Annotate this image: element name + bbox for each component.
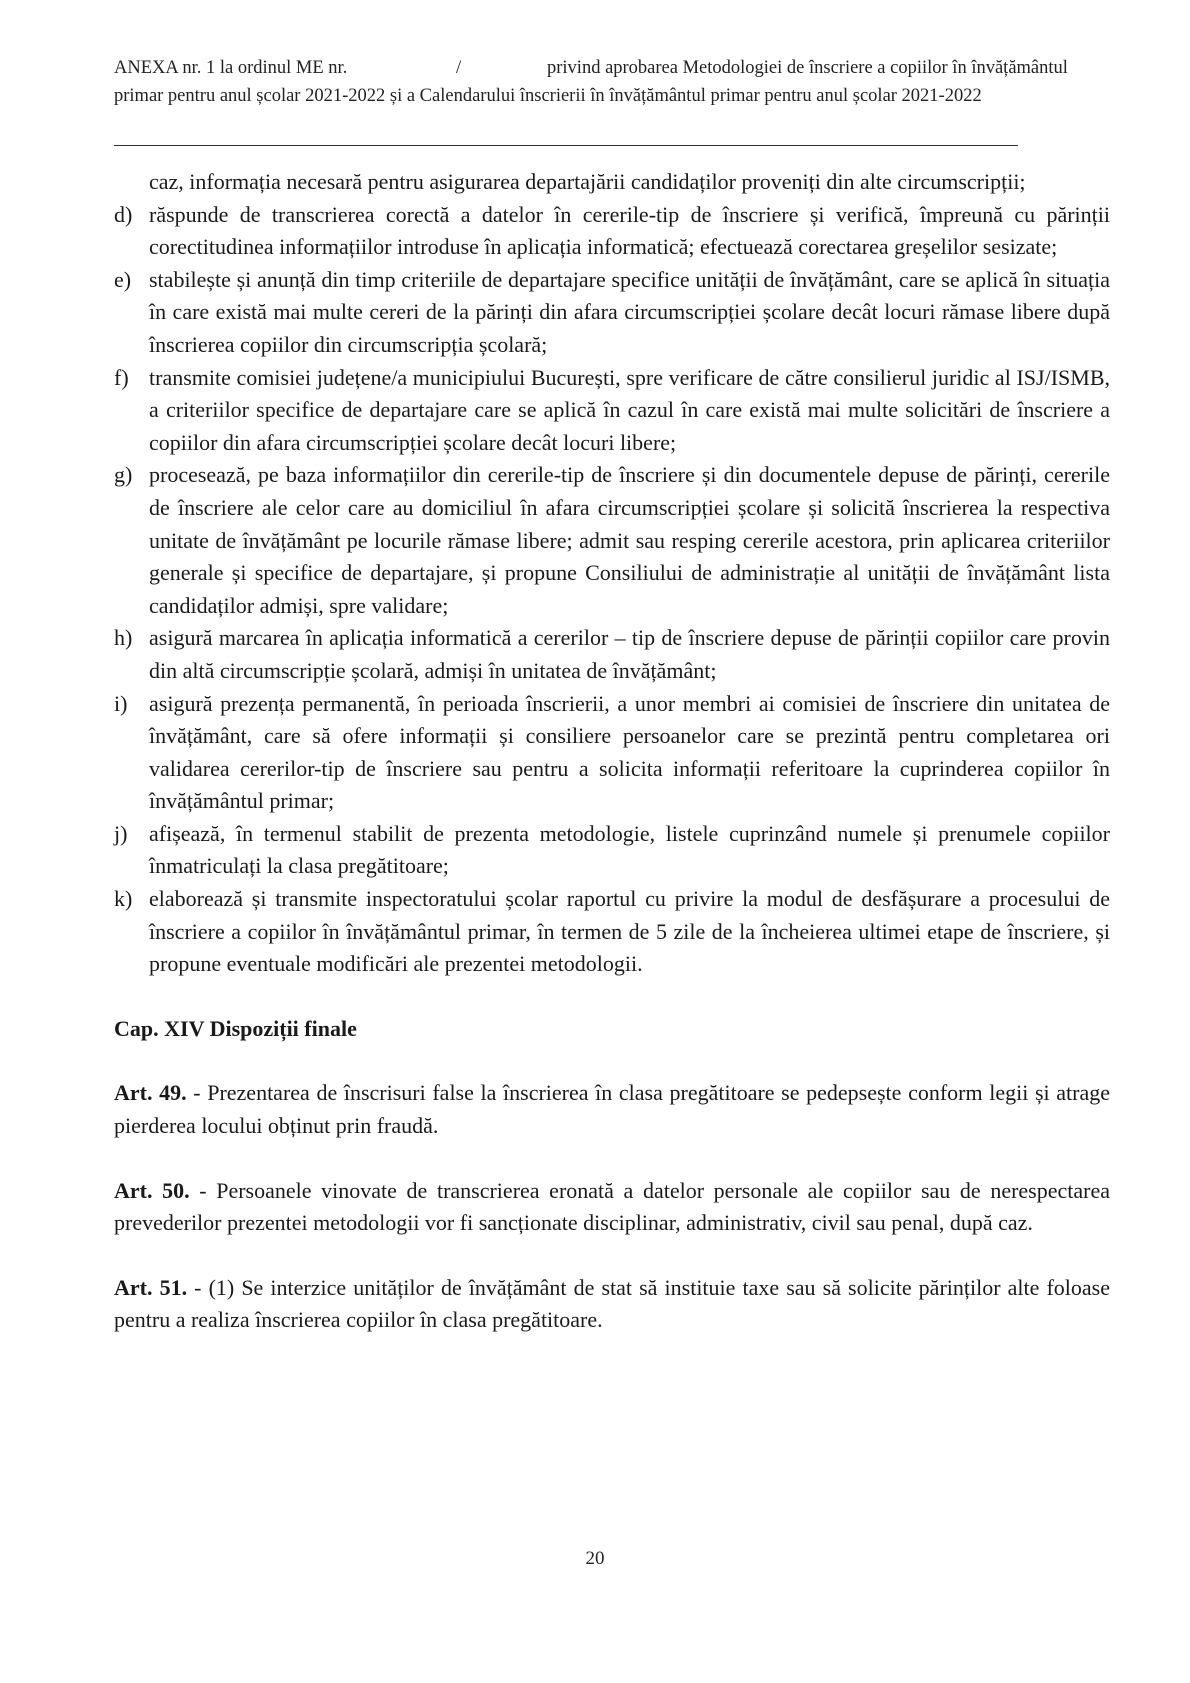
list-item-label: h) bbox=[114, 625, 133, 651]
header-line-1 bbox=[114, 54, 1114, 82]
article-label: Art. 49. bbox=[114, 1080, 187, 1106]
page-number: 20 bbox=[585, 1548, 605, 1569]
list-item-label: j) bbox=[114, 820, 128, 846]
article-text: - Prezentarea de înscrisuri false la înscrierea în clasa pregătitoare se pedepsește conform legii și atrage pierderea locului obținut prin fraudă. bbox=[114, 1080, 1111, 1139]
list-item-text: asigură marcarea în aplicația informatică a cererilor – tip de înscriere depuse de părinții copiilor care provin din altă circumscripție școlară, admiși în unitatea de învățământ; bbox=[149, 625, 1110, 683]
list-item-label: k) bbox=[114, 886, 133, 912]
list-item-text: procesează, pe baza informațiilor din cererile-tip de înscriere și din documentele depuse de părinți, cererile de înscriere ale celor care au domiciliul în afara circumscripției școlare și solicită înscrierea la respectiva unitate de învățământ pe locurile rămase libere; admit sau resping cererile acestora, prin aplicarea criteriilor generale și specifice de departajare, și propune Consiliului de administrație al unității de învățământ lista candidaților admiși, spre validare; bbox=[149, 462, 1110, 618]
header-annex-ref: ANEXA nr. 1 la ordinul ME nr. bbox=[114, 58, 348, 78]
header-slash: / bbox=[456, 58, 462, 78]
list-item bbox=[114, 883, 1110, 981]
list-item-label: i) bbox=[114, 690, 128, 716]
article-paragraph bbox=[114, 1272, 1110, 1337]
article-label: Art. 51. bbox=[114, 1274, 188, 1300]
header-divider bbox=[114, 145, 1018, 146]
list-item-text: stabilește și anunță din timp criteriile de departajare specifice unității de învățământ, care se aplică în situația în care există mai multe cereri de la părinți din afara circumscripției școlare decât locuri rămase libere după înscrierea copiilor din circumscripția școlară; bbox=[149, 266, 1110, 357]
list-item bbox=[114, 459, 1110, 622]
list-item bbox=[114, 362, 1110, 460]
chapter-heading: Cap. XIV Dispoziții finale bbox=[114, 1015, 357, 1041]
article-text: - Persoanele vinovate de transcrierea eronată a datelor personale ale copiilor sau de nerespectarea prevederilor prezentei metodologii vor fi sancționate disciplinar, administrativ, civil sau penal, după caz. bbox=[114, 1177, 1111, 1236]
list-item bbox=[114, 622, 1110, 687]
list-item bbox=[114, 199, 1110, 264]
header-line-2: primar pentru anul școlar 2021-2022 și a Calendarului înscrierii în învățământul primar pentru anul școlar 2021-2022 bbox=[114, 86, 982, 106]
list-item bbox=[114, 264, 1110, 362]
list-item-text: răspunde de transcrierea corectă a datelor în cererile-tip de înscriere și verifică, împreună cu părinții corectitudinea informațiilor introduse în aplicația informatică; efectuează corectarea greșelilor sesizate; bbox=[149, 201, 1110, 260]
list-item-label: d) bbox=[114, 201, 133, 227]
header-title-part1: privind aprobarea Metodologiei de înscriere a copiilor în învățământul bbox=[547, 58, 1068, 78]
document-body bbox=[114, 166, 1110, 1359]
article-paragraph bbox=[114, 1077, 1110, 1142]
list-item-text: afișează, în termenul stabilit de prezenta metodologie, listele cuprinzând numele și prenumele copiilor înmatriculați la clasa pregătitoare; bbox=[149, 820, 1110, 879]
list-item-text: asigură prezența permanentă, în perioada înscrierii, a unor membri ai comisiei de înscriere din unitatea de învățământ, care să ofere informații și consiliere persoanelor care se prezintă pentru completarea ori validarea cererilor-tip de înscriere sau pentru a solicita informații referitoare la cuprinderea copiilor în învățământul primar; bbox=[149, 690, 1110, 814]
list-item bbox=[114, 818, 1110, 883]
article-paragraph bbox=[114, 1175, 1110, 1240]
list-item-label: g) bbox=[114, 462, 133, 488]
article-text: - (1) Se interzice unităților de învățământ de stat să instituie taxe sau să solicite părinților alte foloase pentru a realiza înscrierea copiilor în clasa pregătitoare. bbox=[114, 1274, 1111, 1333]
page-header bbox=[114, 54, 1114, 110]
list-item bbox=[114, 688, 1110, 818]
list-item-label: f) bbox=[114, 364, 129, 390]
continuation-paragraph: caz, informația necesară pentru asigurarea departajării candidaților proveniți din alte circumscripții; bbox=[149, 169, 1026, 194]
list-item-text: transmite comisiei județene/a municipiului București, spre verificare de către consilierul juridic al ISJ/ISMB, a criteriilor specifice de departajare care se aplică în cazul în care există mai multe solicitări de înscriere a copiilor din afara circumscripției școlare decât locuri libere; bbox=[149, 364, 1110, 455]
article-label: Art. 50. bbox=[114, 1177, 190, 1203]
list-item-text: elaborează și transmite inspectoratului școlar raportul cu privire la modul de desfășurare a procesului de înscriere a copiilor în învățământul primar, în termen de 5 zile de la încheierea ultimei etape de înscriere, și propune eventuale modificări ale prezentei metodologii. bbox=[149, 886, 1110, 977]
list-item-label: e) bbox=[114, 266, 132, 292]
